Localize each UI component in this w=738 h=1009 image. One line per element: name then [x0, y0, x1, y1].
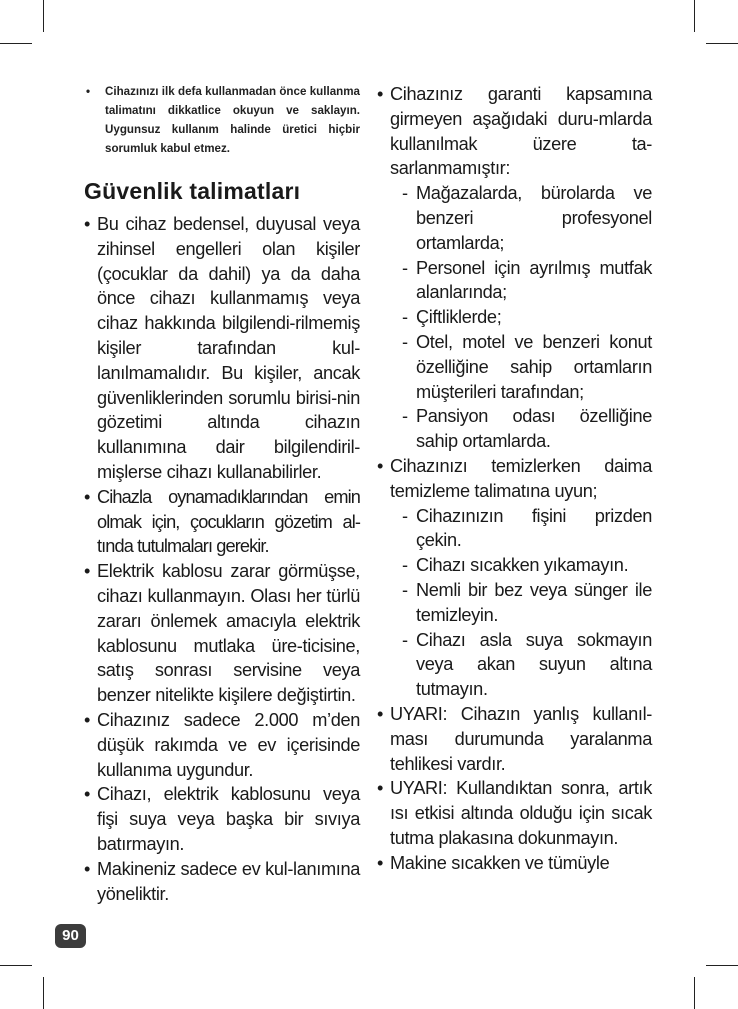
safety-item: • Cihazınız sadece 2.000 m’den düşük rakımda ve ev içerisinde kullanıma uygundur. — [84, 708, 360, 782]
sub-item: - Nemli bir bez veya sünger ile temizleyin. — [390, 578, 652, 628]
safety-item: • Bu cihaz bedensel, duyusal veya zihinsel engelleri olan kişiler (çocuklar da dahil) ya da daha önce cihazı kullanmamış veya cihaz hakkında bilgilendi-rilmemiş kişiler tarafından kul-lanılmamalıdır. Bu kişiler, ancak güvenliklerinden sorumlu birisi-nin gözetimi altında cihazın kullanımına dair bilgilendiril-mişlerse cihazı kullanabilirler. — [84, 212, 360, 485]
crop-mark — [706, 43, 738, 44]
warranty-intro: Cihazınız garanti kapsamına girmeyen aşağıdaki duru-mlarda kullanılmak üzere ta-sarlanmamıştır: — [390, 84, 652, 179]
sub-item: - Pansiyon odası özelliğine sahip ortamlarda. — [390, 404, 652, 454]
warning-item: • UYARI: Cihazın yanlış kullanıl-ması durumunda yaralanma tehlikesi vardır. — [377, 702, 652, 776]
warranty-sublist — [390, 181, 652, 454]
safety-list — [84, 212, 360, 906]
safety-item: • Makineniz sadece ev kul-lanımına yöneliktir. — [84, 857, 360, 907]
safety-item: • Elektrik kablosu zarar görmüşse, cihazı kullanmayın. Olası her türlü zararı önlemek amacıyla elektrik kablosunu mutlaka üre-ticisine, satış sonrası servisine veya benzer nitelikte kişilere değiştirtin. — [84, 559, 360, 708]
left-column — [84, 82, 360, 906]
sub-item: - Cihazı asla suya sokmayın veya akan suyun altına tutmayın. — [390, 628, 652, 702]
intro-item: • Cihazınızı ilk defa kullanmadan önce kullanma talimatını dikkatlice okuyun ve saklayın. Uygunsuz kullanım halinde üretici hiçbir sorumluk kabul etmez. — [84, 82, 360, 158]
right-column — [377, 82, 652, 876]
crop-mark — [694, 977, 695, 1009]
crop-mark — [43, 977, 44, 1009]
warning-item: • UYARI: Kullandıktan sonra, artık ısı etkisi altında olduğu için sıcak tutma plakasına dokunmayın. — [377, 776, 652, 850]
sub-item: - Otel, motel ve benzeri konut özelliğine sahip ortamların müşterileri tarafından; — [390, 330, 652, 404]
section-title: Güvenlik talimatları — [84, 178, 301, 204]
sub-item: - Cihazınızın fişini prizden çekin. — [390, 504, 652, 554]
crop-mark — [706, 965, 738, 966]
warranty-item — [377, 82, 652, 454]
page-number-badge: 90 — [55, 924, 86, 948]
cleaning-item — [377, 454, 652, 702]
safety-item: • Cihazı, elektrik kablosunu veya fişi suya veya başka bir sıvıya batırmayın. — [84, 782, 360, 856]
crop-mark — [0, 965, 32, 966]
safety-item: • Cihazla oynamadıklarından emin olmak için, çocukların gözetim al-tında tutulmaları gerekir. — [84, 485, 360, 559]
crop-mark — [0, 43, 32, 44]
sub-item: - Çiftliklerde; — [390, 305, 652, 330]
sub-item: - Cihazı sıcakken yıkamayın. — [390, 553, 652, 578]
crop-mark — [43, 0, 44, 32]
sub-item: - Mağazalarda, bürolarda ve benzeri profesyonel ortamlarda; — [390, 181, 652, 255]
cleaning-sublist — [390, 504, 652, 702]
warning-item: • Makine sıcakken ve tümüyle — [377, 851, 652, 876]
crop-mark — [694, 0, 695, 32]
intro-list — [84, 82, 360, 158]
right-list — [377, 82, 652, 876]
cleaning-intro: Cihazınızı temizlerken daima temizleme talimatına uyun; — [390, 455, 652, 501]
sub-item: - Personel için ayrılmış mutfak alanlarında; — [390, 256, 652, 306]
